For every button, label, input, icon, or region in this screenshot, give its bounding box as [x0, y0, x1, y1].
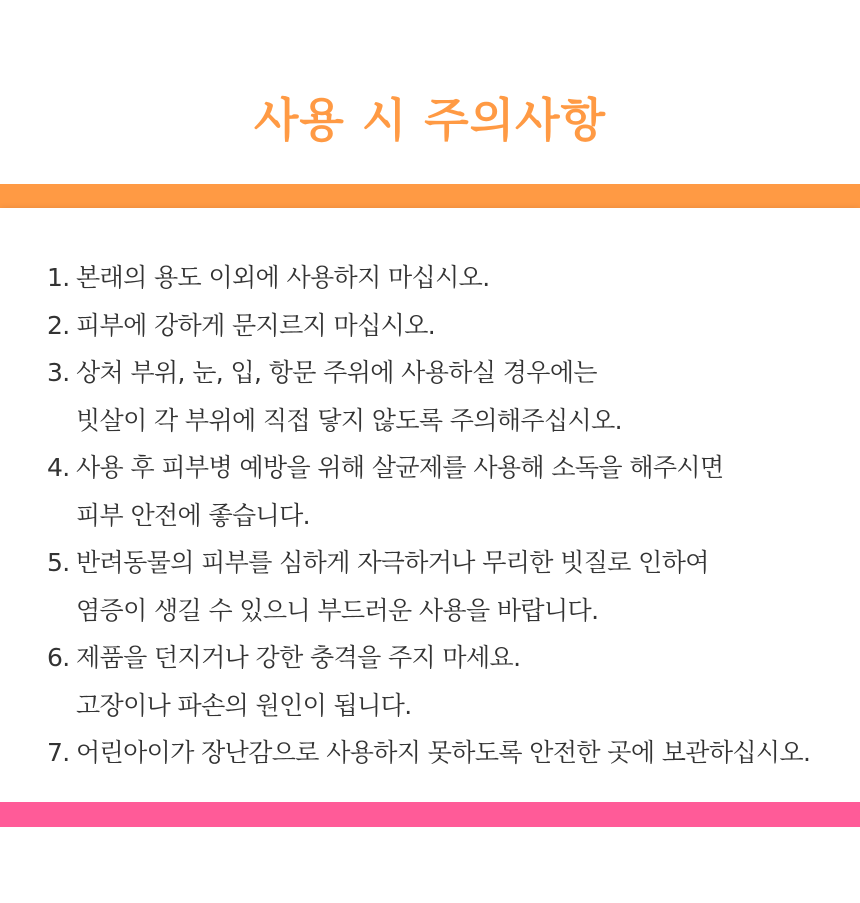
- item-number: 2.: [47, 310, 70, 340]
- item-number: 6.: [47, 643, 70, 672]
- item-number: 1.: [47, 263, 70, 292]
- item-number: 3.: [47, 358, 70, 387]
- item-text: [76, 634, 847, 729]
- item-line: 고장이나 파손의 원인이 됩니다.: [76, 690, 412, 720]
- list-item: [47, 254, 847, 302]
- item-line: 염증이 생길 수 있으니 부드러운 사용을 바랍니다.: [76, 595, 599, 625]
- list-item: [47, 634, 847, 729]
- list-item: [47, 539, 847, 634]
- item-text: [76, 444, 847, 539]
- page-title: 사용 시 주의사항: [253, 93, 607, 147]
- item-text: [76, 539, 847, 634]
- item-line: 제품을 던지거나 강한 충격을 주지 마세요.: [76, 643, 521, 672]
- top-accent-bar: [0, 184, 860, 208]
- item-line: 상처 부위, 눈, 입, 항문 주위에 사용하실 경우에는: [76, 358, 597, 387]
- item-text: [76, 302, 847, 350]
- item-text: [76, 254, 847, 302]
- item-line: 사용 후 피부병 예방을 위해 살균제를 사용해 소독을 해주시면: [76, 453, 724, 482]
- list-item: [47, 444, 847, 539]
- list-item: [47, 729, 847, 777]
- item-line: 피부 안전에 좋습니다.: [76, 500, 310, 530]
- item-text: [76, 349, 847, 444]
- precautions-panel: [0, 208, 860, 802]
- item-number: 5.: [47, 548, 70, 577]
- item-line: 본래의 용도 이외에 사용하지 마십시오.: [76, 263, 490, 292]
- item-line: 피부에 강하게 문지르지 마십시오.: [76, 310, 436, 340]
- item-number: 4.: [47, 453, 70, 482]
- item-line: 어린아이가 장난감으로 사용하지 못하도록 안전한 곳에 보관하십시오.: [76, 738, 811, 767]
- list-item: [47, 302, 847, 350]
- item-line: 빗살이 각 부위에 직접 닿지 않도록 주의해주십시오.: [76, 405, 622, 435]
- precautions-list: [47, 254, 847, 777]
- bottom-accent-bar: [0, 802, 860, 827]
- list-item: [47, 349, 847, 444]
- item-line: 반려동물의 피부를 심하게 자극하거나 무리한 빗질로 인하여: [76, 548, 709, 577]
- item-number: 7.: [47, 738, 70, 767]
- item-text: [76, 729, 847, 777]
